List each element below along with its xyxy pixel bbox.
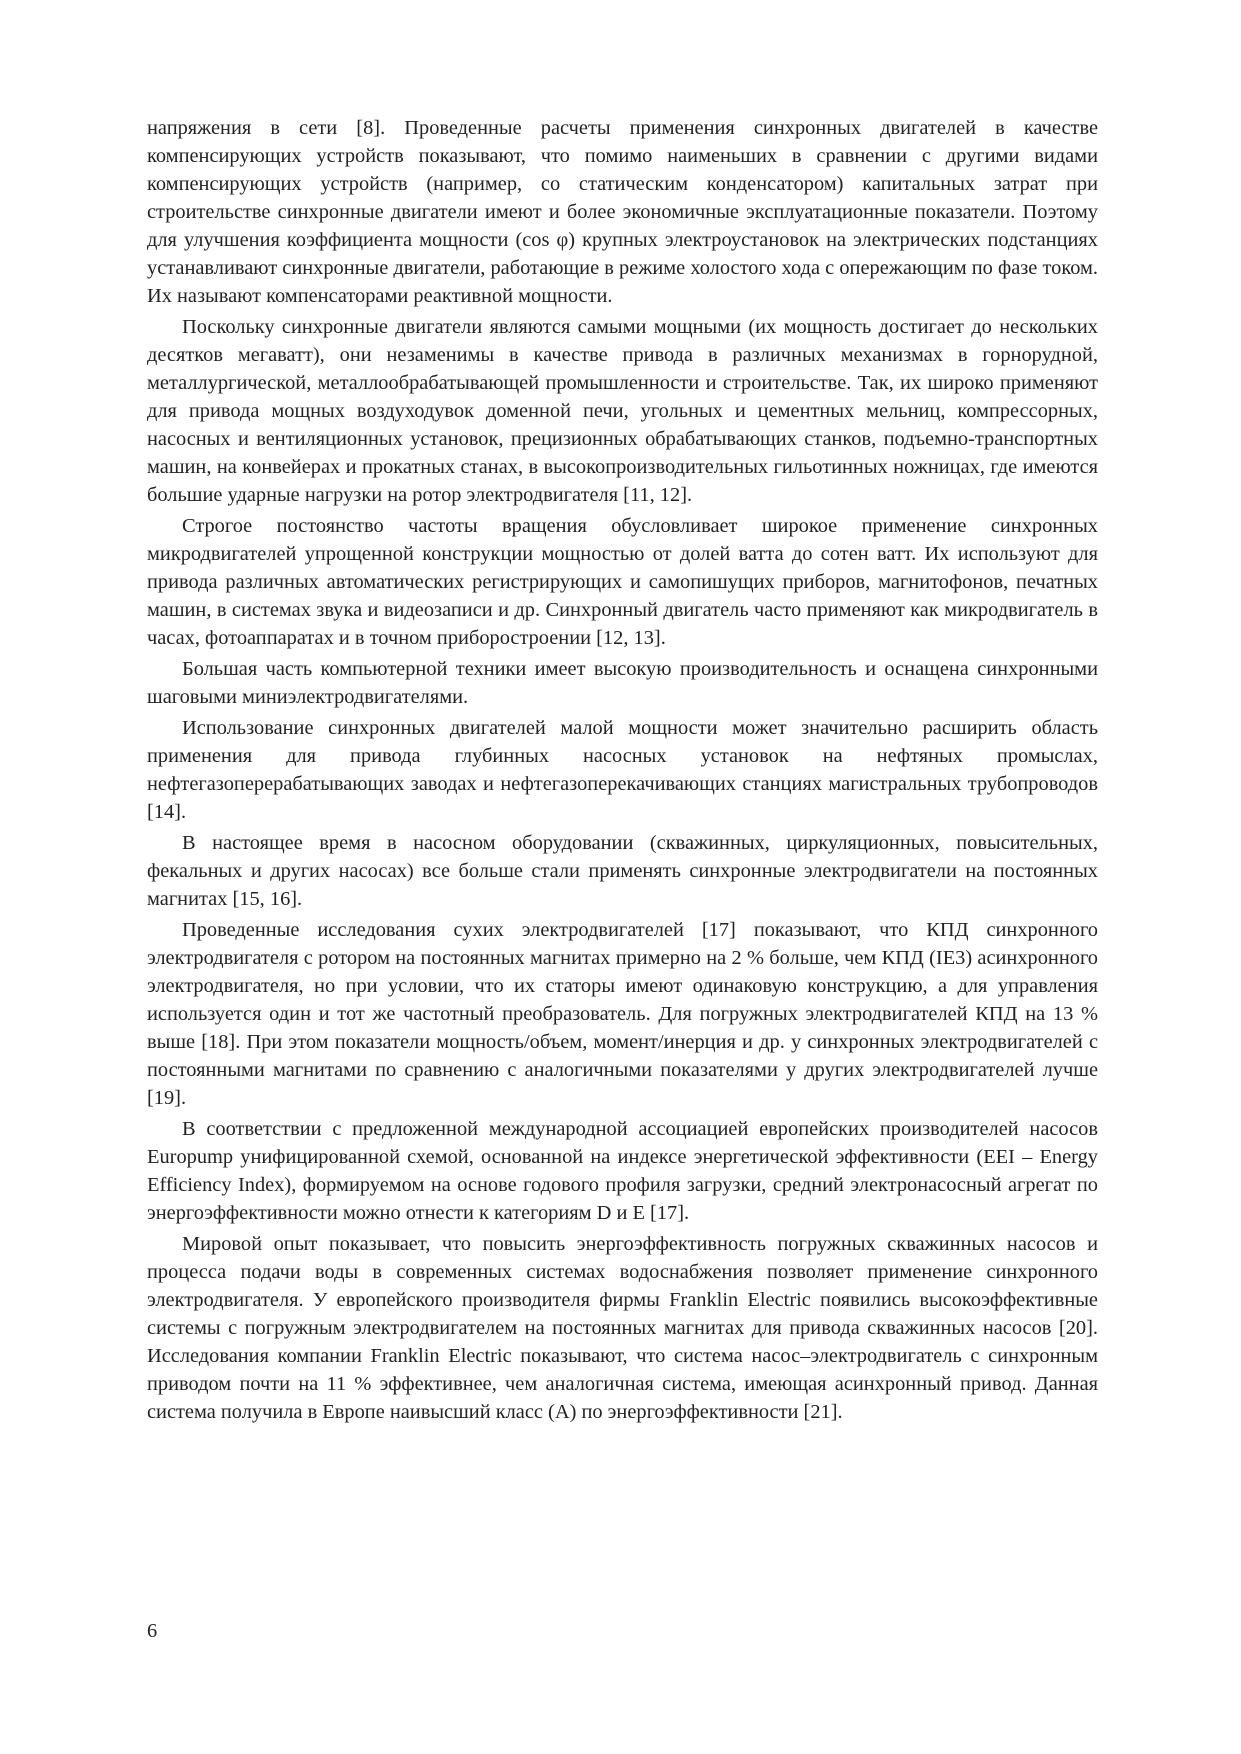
- paragraph-4: Большая часть компьютерной техники имеет высокую производительность и оснащена синхронными шаговыми миниэлектродвигателями.: [147, 658, 1098, 708]
- paragraph-1: напряжения в сети [8]. Проведенные расчеты применения синхронных двигателей в качестве компенсирующих устройств показывают, что помимо наименьших в сравнении с другими видами компенсирующих устройств (например, со статическим конденсатором) капитальных затрат при строительстве синхронные двигатели имеют и более экономичные эксплуатационные показатели. Поэтому для улучшения коэффициента мощности (cos φ) крупных электроустановок на электрических подстанциях устанавливают синхронные двигатели, работающие в режиме холостого хода с опережающим по фазе током. Их называют компенсаторами реактивной мощности.: [147, 117, 1098, 307]
- paragraph-2: Поскольку синхронные двигатели являются самыми мощными (их мощность достигает до нескольких десятков мегаватт), они незаменимы в качестве привода в различных механизмах в горнорудной, металлургической, металлообрабатывающей промышленности и строительстве. Так, их широко применяют для привода мощных воздуходувок доменной печи, угольных и цементных мельниц, компрессорных, насосных и вентиляционных установок, прецизионных обрабатывающих станков, подъемно-транспортных машин, на конвейерах и прокатных станах, в высокопроизводительных гильотинных ножницах, где имеются большие ударные нагрузки на ротор электродвигателя [11, 12].: [147, 316, 1098, 506]
- paragraph-6: В настоящее время в насосном оборудовании (скважинных, циркуляционных, повысительных, фекальных и других насосах) все больше стали применять синхронные электродвигатели на постоянных магнитах [15, 16].: [147, 832, 1098, 910]
- paragraph-8: В соответствии с предложенной международной ассоциацией европейских производителей насосов Europump унифицированной схемой, основанной на индексе энергетической эффективности (EEI – Energy Efficiency Index), формируемом на основе годового профиля загрузки, средний электронасосный агрегат по энергоэффективности можно отнести к категориям D и E [17].: [147, 1118, 1098, 1224]
- paragraph-9: Мировой опыт показывает, что повысить энергоэффективность погружных скважинных насосов и процесса подачи воды в современных системах водоснабжения позволяет применение синхронного электродвигателя. У европейского производителя фирмы Franklin Electric появились высокоэффективные системы с погружным электродвигателем на постоянных магнитах для привода скважинных насосов [20]. Исследования компании Franklin Electric показывают, что система насос–электродвигатель с синхронным приводом почти на 11 % эффективнее, чем аналогичная система, имеющая асинхронный привод. Данная система получила в Европе наивысший класс (А) по энергоэффективности [21].: [147, 1233, 1098, 1423]
- page-number: 6: [147, 1620, 158, 1642]
- paragraph-3: Строгое постоянство частоты вращения обусловливает широкое применение синхронных микродвигателей упрощенной конструкции мощностью от долей ватта до сотен ватт. Их используют для привода различных автоматических регистрирующих и самопишущих приборов, магнитофонов, печатных машин, в системах звука и видеозаписи и др. Синхронный двигатель часто применяют как микродвигатель в часах, фотоаппаратах и в точном приборостроении [12, 13].: [147, 515, 1098, 649]
- body-text: [147, 114, 1098, 1429]
- paragraph-7: Проведенные исследования сухих электродвигателей [17] показывают, что КПД синхронного электродвигателя с ротором на постоянных магнитах примерно на 2 % больше, чем КПД (IE3) асинхронного электродвигателя, но при условии, что их статоры имеют одинаковую конструкцию, а для управления используется один и тот же частотный преобразователь. Для погружных электродвигателей КПД на 13 % выше [18]. При этом показатели мощность/объем, момент/инерция и др. у синхронных электродвигателей с постоянными магнитами по сравнению с аналогичными показателями у других электродвигателей лучше [19].: [147, 919, 1098, 1109]
- paragraph-5: Использование синхронных двигателей малой мощности может значительно расширить область применения для привода глубинных насосных установок на нефтяных промыслах, нефтегазоперерабатывающих заводах и нефтегазоперекачивающих станциях магистральных трубопроводов [14].: [147, 717, 1098, 823]
